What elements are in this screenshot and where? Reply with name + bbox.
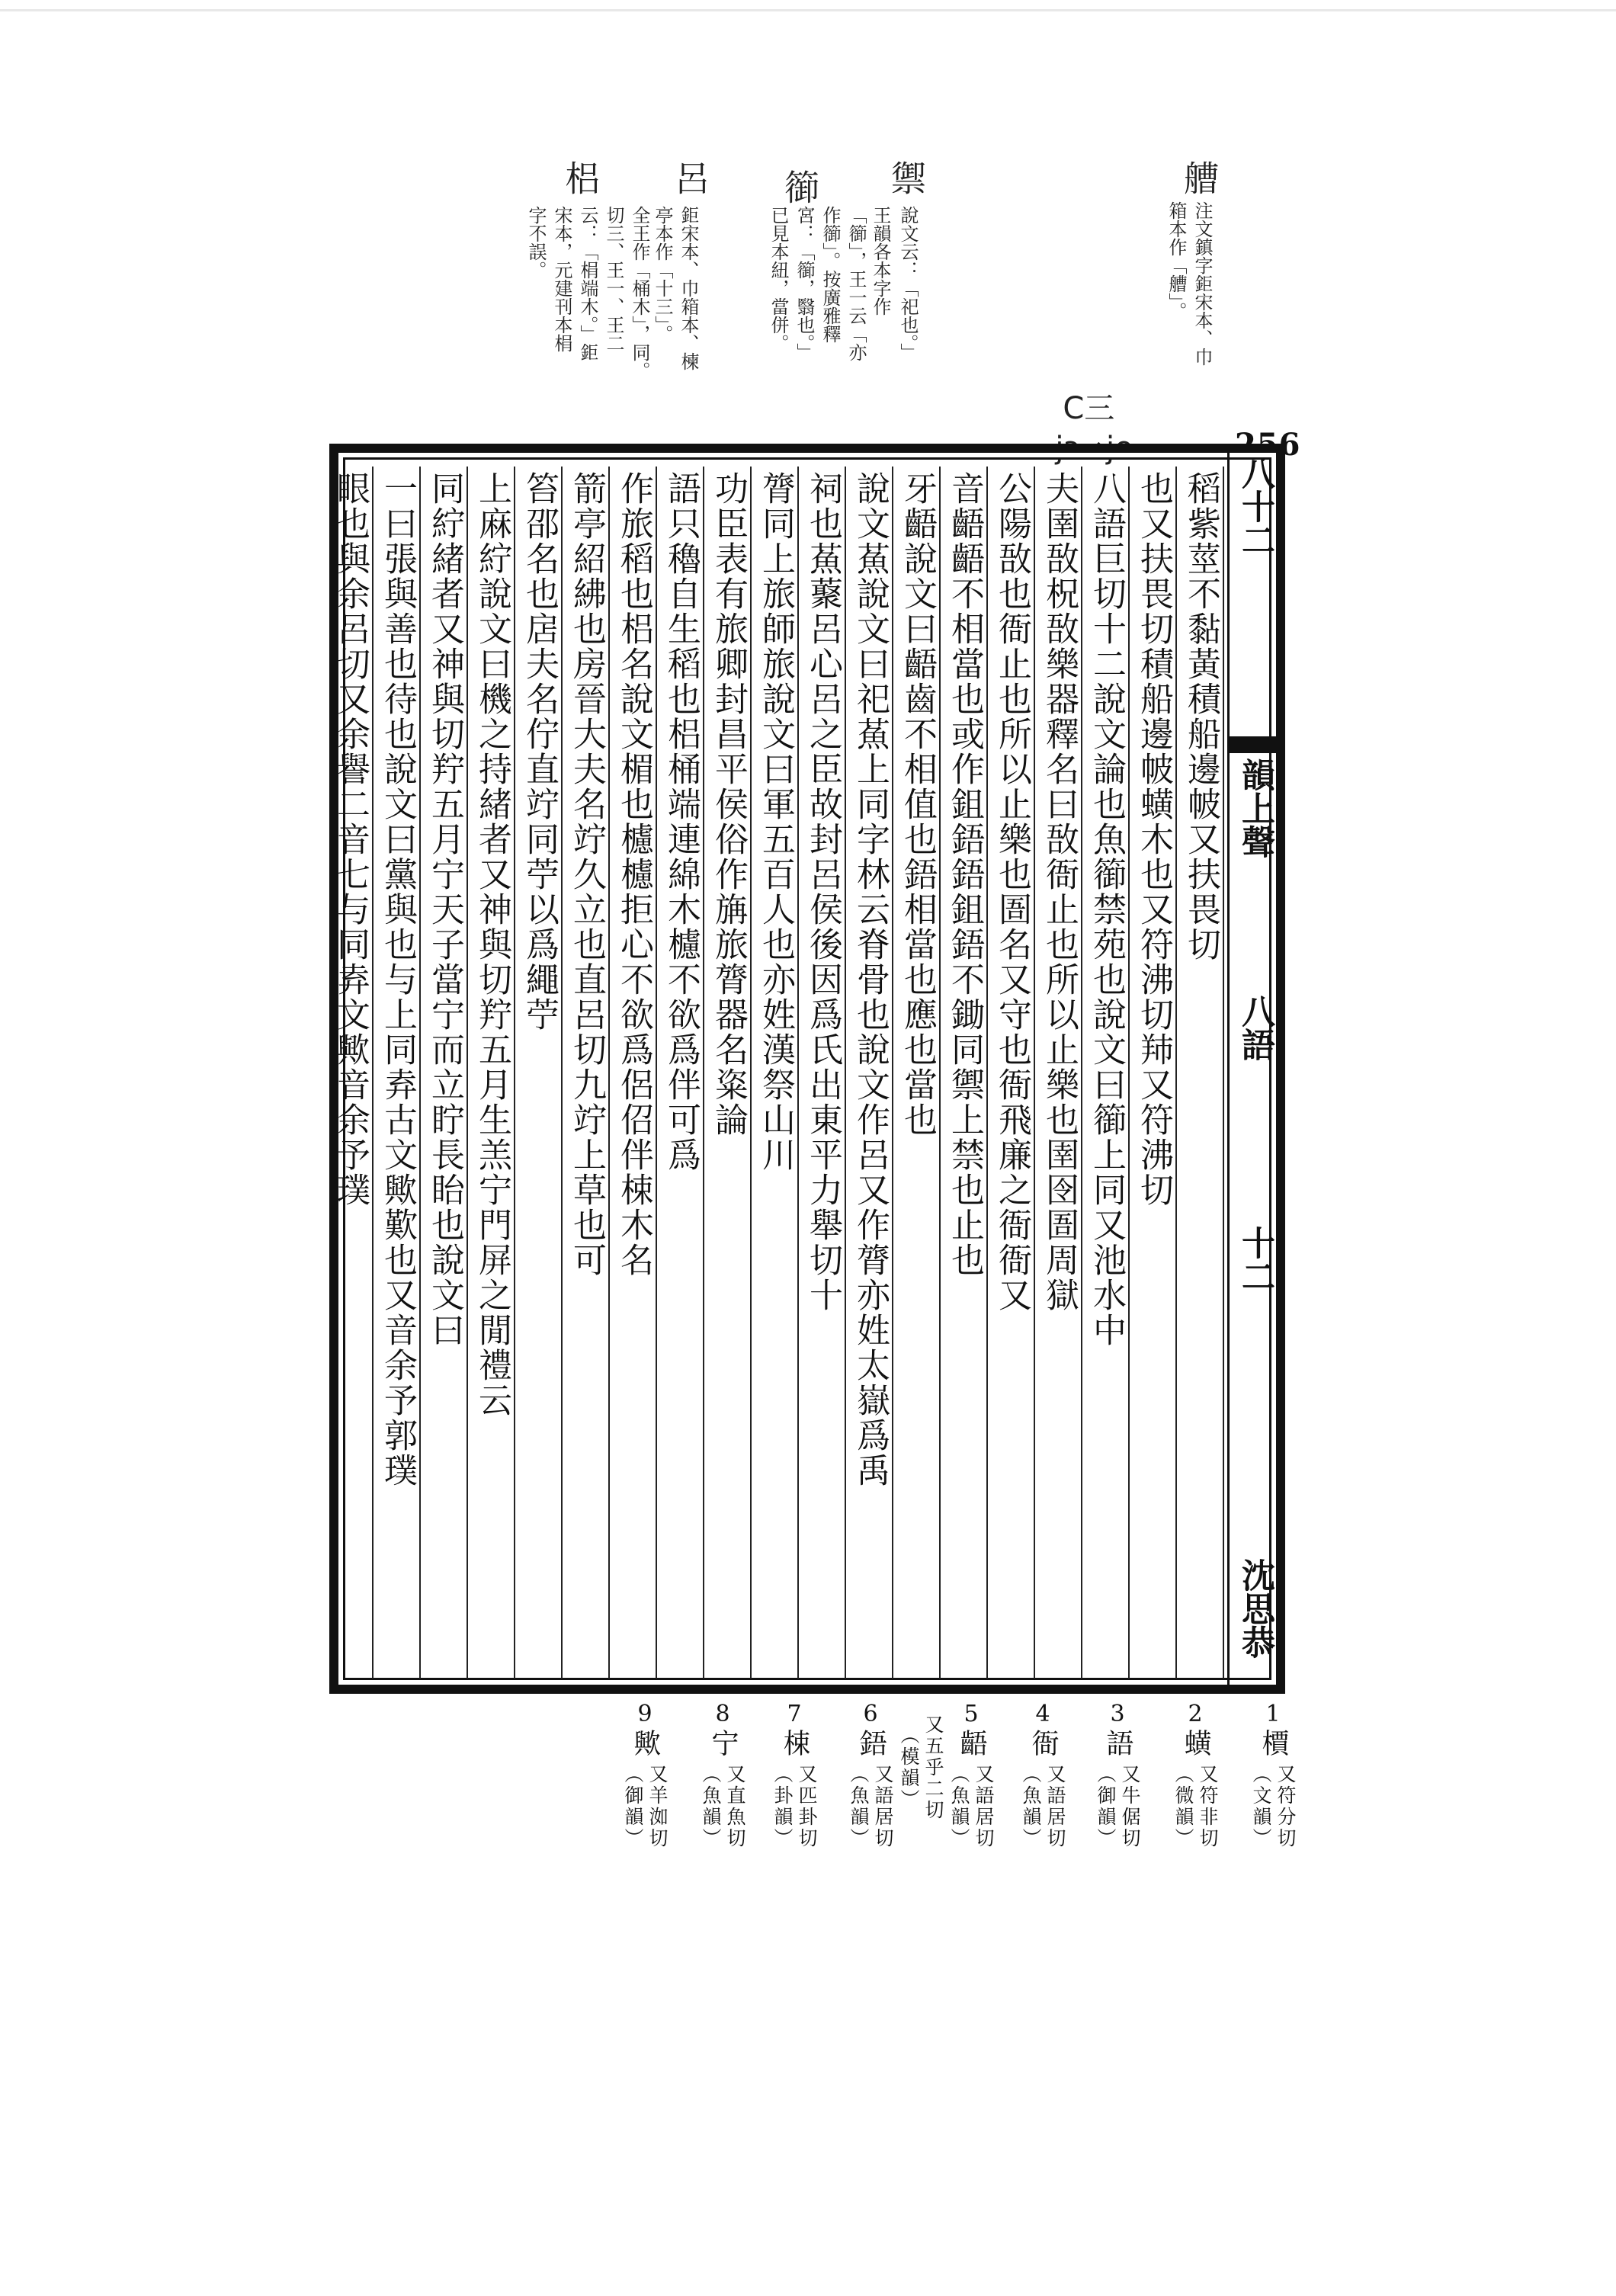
header-rhyme: 韻上聲 bbox=[1236, 758, 1275, 858]
text-column-content: 箭亭紹紼也房晉大夫名竚久立也直呂切九竚上草也可 bbox=[567, 471, 606, 1278]
text-column bbox=[515, 467, 563, 1679]
text-column-content: 上麻紵說文曰機之持緒者又神與切羜五月生羔宁門屏之閒禮云 bbox=[473, 471, 511, 1418]
note-2-line-3: 「篽」，王一云「亦 bbox=[845, 206, 867, 361]
text-column-content: 膂同上旅師旅說文曰軍五百人也亦姓漢祭山川 bbox=[756, 471, 795, 1172]
note-2-head: 禦 bbox=[886, 160, 927, 195]
apparatus-note: 又語居切 bbox=[973, 1764, 995, 1849]
text-column bbox=[563, 467, 610, 1679]
apparatus-number: 8 bbox=[715, 1701, 730, 1727]
note-5 bbox=[561, 160, 599, 206]
header-leaf: 十二 bbox=[1236, 1226, 1275, 1293]
note-1-line-1: 注文鎮字鉅宋本、巾 bbox=[1191, 201, 1213, 366]
apparatus-rhyme: （微韻） bbox=[1172, 1764, 1194, 1849]
text-column bbox=[468, 467, 515, 1679]
apparatus-entry bbox=[1095, 1700, 1140, 1849]
note-2-line-4: 作篽」。按廣雅釋 bbox=[819, 206, 841, 343]
text-column-content: 也又扶畏切積船邊帔蟥木也又符沸切䍨又符沸切 bbox=[1134, 471, 1173, 1207]
apparatus-char: 衙 bbox=[1028, 1729, 1059, 1761]
text-column-content: 一曰張與善也待也說文曰黨與也与上同弆古文歟歎也又音余予郭璞 bbox=[378, 471, 417, 1488]
note-5-head: 梠 bbox=[560, 160, 601, 195]
text-column bbox=[941, 467, 988, 1679]
fold-band bbox=[1230, 736, 1278, 753]
note-2-l4 bbox=[819, 206, 842, 343]
note-2-line-2: 王韻各本字作 bbox=[870, 206, 891, 316]
apparatus-entry bbox=[948, 1700, 994, 1849]
note-2-line-1: 說文云：「祀也。」 bbox=[897, 206, 919, 361]
apparatus-char: 蟥 bbox=[1180, 1729, 1211, 1761]
apparatus-rhyme: （御韻） bbox=[1095, 1764, 1117, 1849]
note-5-l1 bbox=[628, 206, 651, 380]
note-2-l2 bbox=[869, 206, 892, 316]
apparatus-note: 又牛倨切 bbox=[1119, 1764, 1141, 1849]
text-column bbox=[1130, 467, 1177, 1679]
apparatus-number: 2 bbox=[1188, 1701, 1203, 1727]
text-column bbox=[799, 467, 846, 1679]
apparatus-number: 4 bbox=[1035, 1701, 1050, 1727]
apparatus-char: 語 bbox=[1102, 1729, 1133, 1761]
text-column bbox=[610, 467, 657, 1679]
apparatus-char: 歟 bbox=[630, 1729, 661, 1761]
apparatus-number: 3 bbox=[1110, 1701, 1125, 1727]
text-column bbox=[1035, 467, 1082, 1679]
text-column bbox=[1177, 467, 1224, 1679]
note-5-line-3: 云：「梋端木。」鉅 bbox=[577, 206, 598, 361]
text-column bbox=[374, 467, 421, 1679]
text-column bbox=[846, 467, 893, 1679]
note-2-l5 bbox=[793, 206, 816, 361]
text-column bbox=[704, 467, 752, 1679]
apparatus-entry bbox=[771, 1700, 817, 1849]
note-4-l1 bbox=[677, 206, 700, 370]
text-column bbox=[657, 467, 704, 1679]
apparatus-rhyme: （魚韻） bbox=[848, 1764, 870, 1849]
apparatus-number: 6 bbox=[863, 1701, 878, 1727]
page-number: 256 bbox=[1235, 427, 1301, 463]
text-column-content: 笞邵名也扂夫名佇直竚同苧以爲繩苧 bbox=[520, 471, 559, 1032]
text-column bbox=[421, 467, 468, 1679]
note-5-l2 bbox=[602, 206, 625, 352]
note-4-line-1: 鉅宋本、巾箱本、楝 bbox=[678, 206, 699, 370]
top-edge-rule bbox=[0, 9, 1616, 11]
note-1 bbox=[1180, 160, 1218, 206]
note-2-line-5: 宮：「篽，翳也。」 bbox=[794, 206, 815, 361]
text-column-content: 語只穭自生稻也梠桶端連綿木櫖不欲爲伴可爲 bbox=[662, 471, 701, 1172]
apparatus-char: 檟 bbox=[1258, 1729, 1289, 1761]
text-column-content: 功臣表有旅卿封昌平侯俗作㫋旅膂器名粢論 bbox=[709, 471, 748, 1137]
text-column-content: 公陽敔也衙止也所以止樂也圄名又守也衙飛廉之衙衙又 bbox=[992, 471, 1031, 1313]
header-strip bbox=[1227, 453, 1278, 1685]
header-author: 沈思恭 bbox=[1236, 1558, 1275, 1659]
note-3 bbox=[781, 169, 819, 215]
note-1-head: 艚 bbox=[1178, 160, 1220, 195]
text-column-content: 音齬齬不相當也或作鉏鋙鋙鉏鋙不鋤同禦上禁也止也 bbox=[945, 471, 984, 1278]
note-2-l3 bbox=[845, 206, 867, 361]
apparatus-entry bbox=[1250, 1700, 1296, 1849]
apparatus-entry bbox=[622, 1700, 668, 1849]
apparatus-rhyme: （御韻） bbox=[622, 1764, 644, 1849]
apparatus-char: 齬 bbox=[956, 1729, 987, 1761]
apparatus-note: 又符非切 bbox=[1197, 1764, 1219, 1849]
note-5-line-2: 切三、王一、王二 bbox=[603, 206, 624, 352]
note-5-l3 bbox=[576, 206, 599, 361]
header-count: 八十二 bbox=[1236, 456, 1275, 556]
note-2 bbox=[887, 160, 925, 206]
note-5-line-1: 全王作「桶木」，同。 bbox=[629, 206, 650, 380]
apparatus-number: 9 bbox=[637, 1701, 652, 1727]
note-1-line-2: 箱本作「艚」。 bbox=[1166, 201, 1187, 320]
apparatus-note: 又五乎二切 bbox=[922, 1714, 944, 1821]
apparatus-rhyme: （魚韻） bbox=[948, 1764, 970, 1849]
text-column-content: 八語巨切十二說文論也魚篽禁苑也說文曰篽上同又池水中 bbox=[1087, 471, 1126, 1348]
apparatus-note: 又符分切 bbox=[1275, 1764, 1297, 1849]
apparatus-rhyme: （文韻） bbox=[1250, 1764, 1272, 1849]
apparatus-note: 又匹卦切 bbox=[796, 1764, 818, 1849]
text-column-content: 眼也與余呂切又余譽二音七与同弆文歟音余予璞 bbox=[331, 471, 370, 1207]
text-column-content: 夫圉敔柷敔樂器釋名曰敔衙止也所以止樂也圉囹圄周獄 bbox=[1040, 471, 1079, 1313]
note-2-l6 bbox=[767, 206, 790, 352]
text-column-content: 作旅稻也梠名說文楣也櫖櫖拒心不欲爲侶佋伴梀木名 bbox=[614, 471, 653, 1278]
text-column-content: 牙齬說文曰齬齒不相值也鋙相當也應也當也 bbox=[898, 471, 937, 1137]
text-column-content: 稻紫莖不黏黃積船邊帔又扶畏切 bbox=[1182, 471, 1220, 962]
note-4-l2 bbox=[651, 206, 674, 343]
note-5-line-4: 宋本，元建刊本梋 bbox=[551, 206, 572, 352]
text-column-content: 說文䔡說文曰祀䔡上同字林云脊骨也說文作呂又作膂亦姓太嶽爲禹 bbox=[851, 471, 890, 1488]
note-2-l1 bbox=[896, 206, 919, 361]
apparatus-rhyme: （模韻） bbox=[898, 1725, 920, 1810]
text-column bbox=[752, 467, 799, 1679]
note-4-line-2: 亭本作「十三」。 bbox=[652, 206, 673, 343]
apparatus-entry bbox=[898, 1700, 944, 1821]
text-column bbox=[988, 467, 1035, 1679]
apparatus-rhyme: （魚韻） bbox=[1020, 1764, 1042, 1849]
apparatus-number: 5 bbox=[964, 1701, 979, 1727]
header-section: 八語 bbox=[1236, 994, 1275, 1061]
apparatus-entry bbox=[1020, 1700, 1066, 1849]
text-column bbox=[1082, 467, 1130, 1679]
note-4-head: 呂 bbox=[669, 160, 710, 195]
note-5-l4 bbox=[550, 206, 573, 352]
apparatus-note: 又羊洳切 bbox=[646, 1764, 669, 1849]
apparatus-char: 鋙 bbox=[855, 1729, 887, 1761]
text-column bbox=[893, 467, 941, 1679]
note-1-text-2 bbox=[1165, 201, 1188, 320]
apparatus-number: 7 bbox=[787, 1701, 802, 1727]
apparatus-rhyme: （魚韻） bbox=[700, 1764, 722, 1849]
note-2-line-6: 已見本紐，當併。 bbox=[768, 206, 789, 352]
hand-note-line-1: C三 bbox=[1063, 391, 1115, 426]
apparatus-rhyme: （卦韻） bbox=[771, 1764, 794, 1849]
apparatus-number: 1 bbox=[1265, 1701, 1281, 1727]
text-column bbox=[326, 467, 374, 1679]
text-column-content: 祠也䔡藂呂心呂之臣故封呂侯後因爲氏出東平力舉切十 bbox=[803, 471, 842, 1313]
note-5-line-5: 字不誤。 bbox=[525, 206, 547, 279]
apparatus-char: 梀 bbox=[779, 1729, 810, 1761]
text-column-content: 同紵緒者又神與切羜五月宁天子當宁而立眝長眙也說文曰 bbox=[425, 471, 464, 1348]
apparatus-char: 宁 bbox=[707, 1729, 739, 1761]
apparatus-entry bbox=[1172, 1700, 1218, 1849]
note-3-head: 篽 bbox=[779, 169, 820, 204]
apparatus-note: 又語居切 bbox=[1044, 1764, 1066, 1849]
hand-note-line-2: -jɔ→jo bbox=[1044, 431, 1133, 466]
apparatus-note: 又直魚切 bbox=[724, 1764, 746, 1849]
note-4 bbox=[671, 160, 709, 206]
note-1-text bbox=[1191, 201, 1214, 366]
apparatus-entry bbox=[848, 1700, 893, 1849]
note-5-l5 bbox=[524, 206, 547, 279]
apparatus-entry bbox=[700, 1700, 745, 1849]
apparatus-note: 又語居切 bbox=[872, 1764, 894, 1849]
